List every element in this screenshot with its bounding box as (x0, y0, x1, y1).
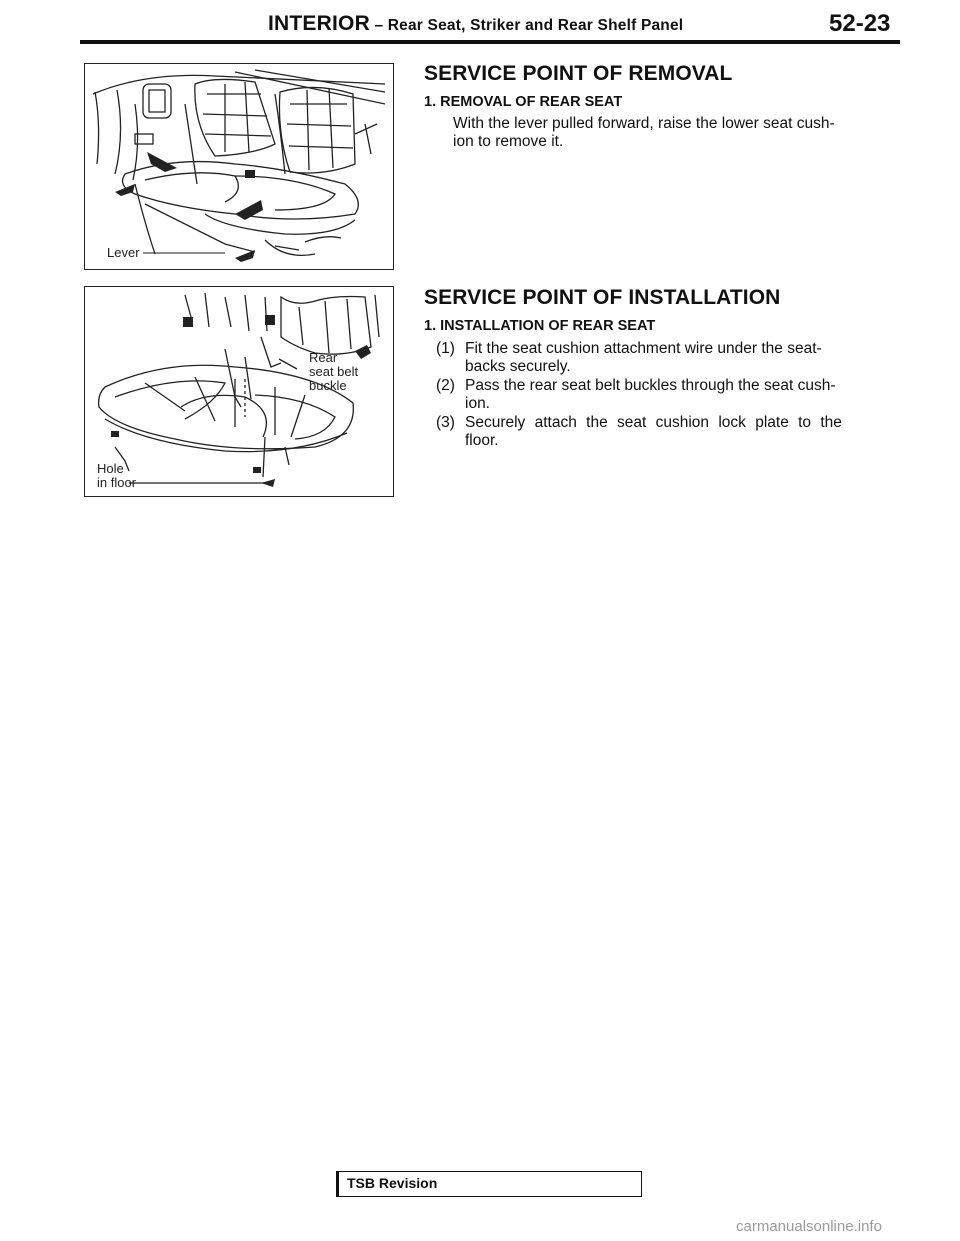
step-text-line2: floor. (465, 432, 499, 449)
hole-label-line2: in floor (97, 475, 137, 490)
lever-label: Lever (107, 245, 140, 260)
rear-seat-removal-illustration (85, 64, 393, 269)
installation-section-title: SERVICE POINT OF INSTALLATION (424, 286, 781, 309)
step-text (465, 340, 905, 376)
hole-in-floor-label (97, 462, 136, 490)
tsb-revision-box (336, 1171, 642, 1197)
page-title-main: INTERIOR (268, 12, 370, 35)
removal-text-line1: With the lever pulled forward, raise the lower seat cush- (453, 115, 835, 132)
step-number: (1) (436, 340, 455, 357)
rear-seat-belt-buckle-label (309, 351, 358, 393)
removal-section-title: SERVICE POINT OF REMOVAL (424, 62, 733, 85)
buckle-label-line3: buckle (309, 378, 347, 393)
buckle-label-line2: seat belt (309, 364, 359, 379)
figure-rear-seat-installation (84, 286, 394, 497)
step-text (465, 414, 905, 450)
tsb-revision-label: TSB Revision (347, 1175, 438, 1191)
step-text-line1: Fit the seat cushion attachment wire under the seat- (465, 340, 822, 357)
header-rule (80, 40, 900, 44)
page-header (0, 0, 960, 48)
step-text-line2: backs securely. (465, 358, 571, 375)
step-number: (3) (436, 414, 455, 431)
installation-step (436, 340, 906, 376)
step-text-line1: Pass the rear seat belt buckles through the seat cush- (465, 377, 836, 394)
step-text (465, 377, 905, 413)
page-number: 52-23 (829, 10, 891, 37)
installation-subtitle: 1. INSTALLATION OF REAR SEAT (424, 318, 656, 334)
hole-label-line1: Hole (97, 461, 124, 476)
step-text-line1: Securely attach the seat cushion lock plate to the (465, 414, 842, 431)
removal-subtitle: 1. REMOVAL OF REAR SEAT (424, 94, 623, 110)
installation-step (436, 377, 906, 413)
page-title-sub: – Rear Seat, Striker and Rear Shelf Panel (369, 17, 684, 34)
figure-rear-seat-removal (84, 63, 394, 270)
installation-step (436, 414, 906, 450)
watermark: carmanualsonline.info (736, 1218, 882, 1235)
removal-text (453, 115, 898, 151)
page-title (268, 12, 683, 36)
removal-text-line2: ion to remove it. (453, 133, 564, 150)
step-text-line2: ion. (465, 395, 490, 412)
buckle-label-line1: Rear (309, 350, 338, 365)
step-number: (2) (436, 377, 455, 394)
